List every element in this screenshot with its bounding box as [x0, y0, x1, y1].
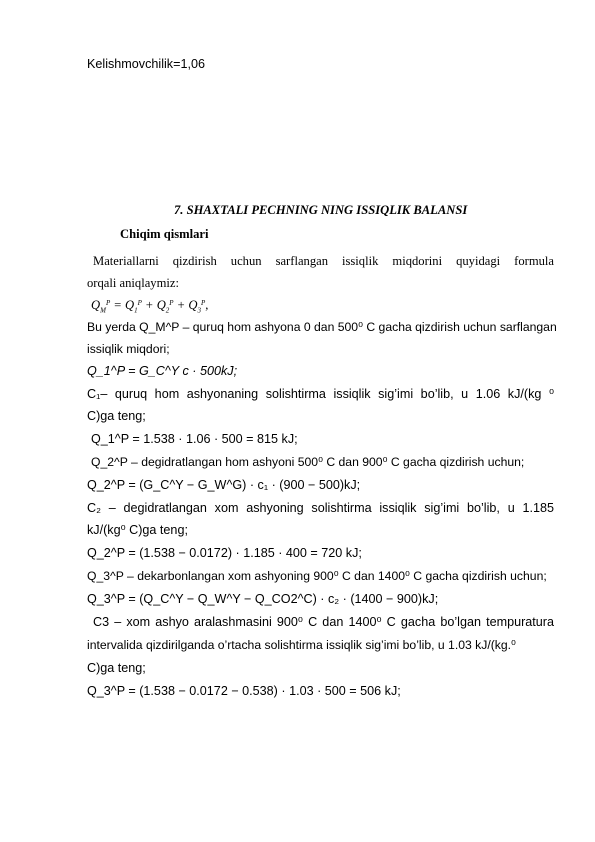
c3-line-3: C)ga teng; [87, 661, 146, 675]
definition-qm-line-2: issiqlik miqdori; [87, 342, 170, 356]
section-title: 7. SHAXTALI PECHNING NING ISSIQLIK BALANSI [174, 203, 468, 217]
calc-q2: Q_2^P = (1.538 − 0.0172) · 1.185 · 400 = 720 kJ; [87, 546, 362, 560]
intro-line-1: Materiallarni qizdirish uchun sarflangan issiqlik miqdorini quyidagi formula [93, 254, 554, 268]
formula-main [87, 297, 558, 319]
c3-line-2: intervalida qizdirilganda o’rtacha solishtirma issiqlik sig’imi bo’lib, u 1.03 kJ/(kg.⁰ [87, 638, 516, 652]
c3-line-1: C3 – xom ashyo aralashmasini 900⁰ C dan 1400⁰ C gacha bo’lgan tempuratura [93, 615, 554, 629]
calc-q1: Q_1^P = 1.538 · 1.06 · 500 = 815 kJ; [91, 432, 298, 446]
c2-line-1: C₂ – degidratlangan xom ashyoning solishtirma issiqlik sig’imi bo’lib, u 1.185 [87, 501, 554, 515]
calc-q3: Q_3^P = (1.538 − 0.0172 − 0.538) · 1.03 · 500 = 506 kJ; [87, 684, 401, 698]
formula-q3: Q_3^P = (Q_C^Y − Q_W^Y − Q_CO2^C) · c₂ · (1400 − 900)kJ; [87, 592, 439, 606]
formula-main-text: $Q_M^P = Q_1^P + Q_2^P + Q_3^P$, [91, 298, 209, 315]
c1-line-2: C)ga teng; [87, 409, 146, 423]
subsection-title: Chiqim qismlari [120, 227, 209, 241]
c2-line-2: kJ/(kg⁰ C)ga teng; [87, 523, 188, 537]
definition-qm-line-1: Bu yerda Q_M^P – quruq hom ashyona 0 dan 500⁰ C gacha qizdirish uchun sarflangan [87, 320, 557, 334]
c1-line-1: C₁– quruq hom ashyonaning solishtirma issiqlik sig’imi bo’lib, u 1.06 kJ/(kg ⁰ [87, 387, 554, 401]
intro-line-2: orqali aniqlaymiz: [87, 276, 179, 290]
mismatch-note: Kelishmovchilik=1,06 [87, 57, 205, 71]
formula-q1: Q_1^P = G_C^Y c · 500kJ; [87, 364, 238, 378]
formula-q2: Q_2^P = (G_C^Y − G_W^G) · c₁ · (900 − 500)kJ; [87, 478, 361, 492]
definition-q2: Q_2^P – degidratlangan hom ashyoni 500⁰ C dan 900⁰ C gacha qizdirish uchun; [91, 455, 525, 469]
definition-q3: Q_3^P – dekarbonlangan xom ashyoning 900⁰ C dan 1400⁰ C gacha qizdirish uchun; [87, 569, 547, 583]
